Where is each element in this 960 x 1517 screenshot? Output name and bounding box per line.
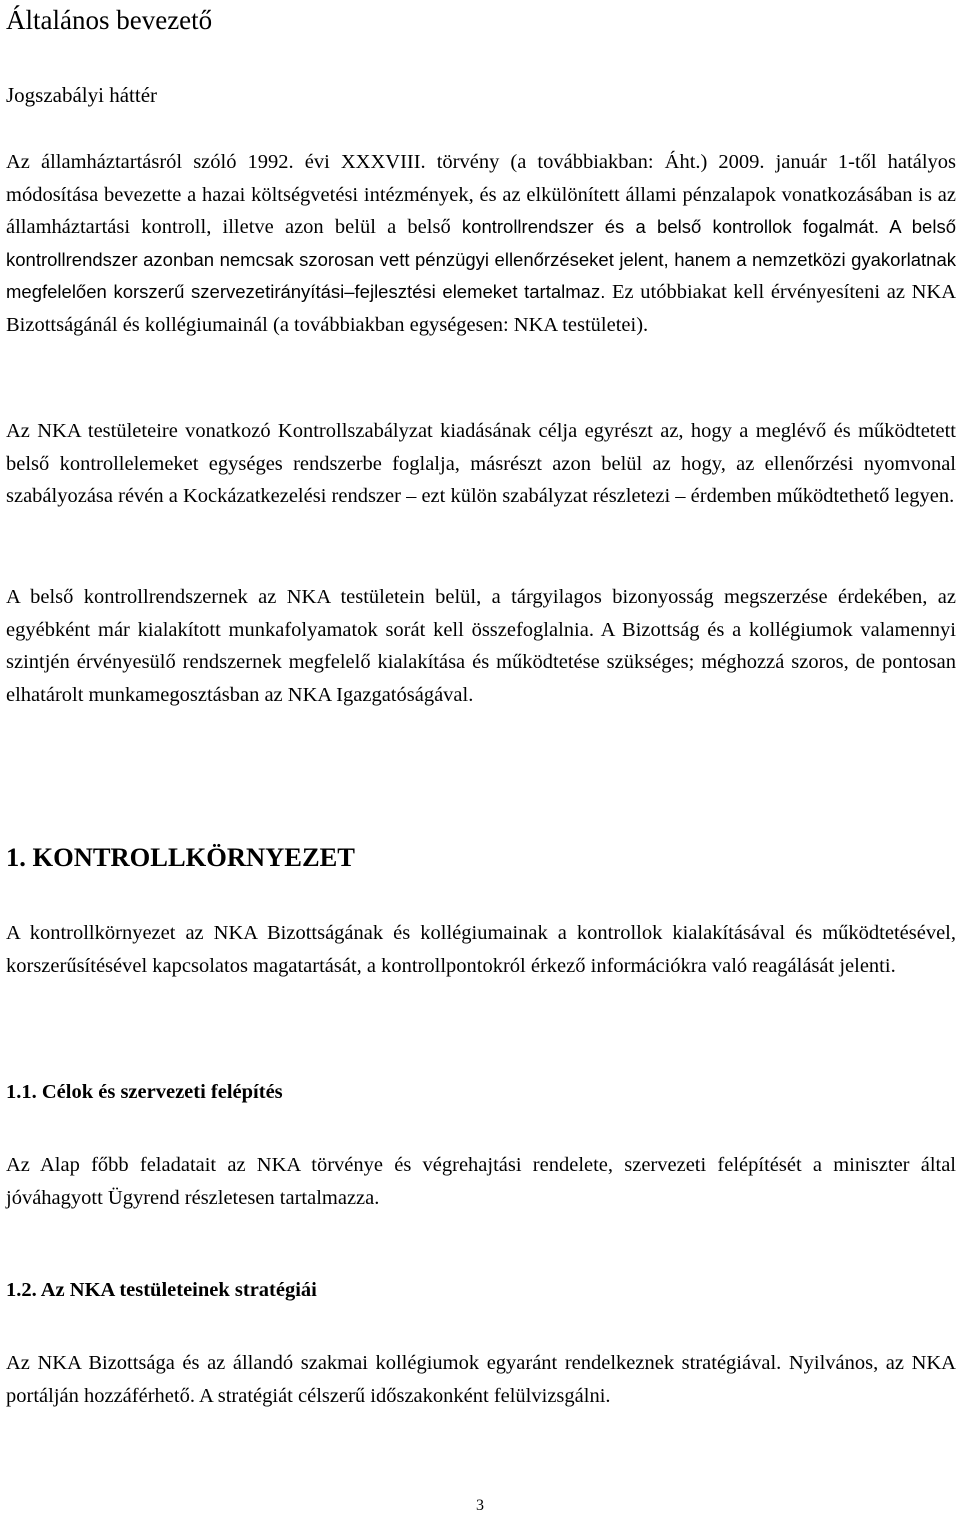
intro-paragraph-3: A belső kontrollrendszernek az NKA testületein belül, a tárgyilagos bizonyosság megszerzése érdekében, az egyébként már kialakított munkafolyamatok sorát kell összefoglalnia. A Bizottság és a kollégiumok valamennyi szintjén érvényesülő rendszernek megfelelő kialakítása és működtetése szükséges; méghozzá szoros, de pontosan elhatárolt munkamegosztásban az NKA Igazgatóságával. [6,586,956,706]
intro-paragraph-1-part-b: kontrollrendszer és a belső kontrollok fogalmát. A belső kontrollrendszer azonban nemcsak szorosan vett pénzügyi ellenőrzéseket jelent, hanem a nemzetközi gyakorlatnak megfelelően korszerű szervezetirányítási–fejlesztési elemeket tartalmaz. [6,216,956,303]
intro-paragraph-1-part-c: Ez utóbbiakat kell érvényesíteni az NKA Bizottságánál és kollégiumainál (a továbbiakban egységesen: NKA testületei). [6,281,956,336]
intro-paragraph-2: Az NKA testületeire vonatkozó Kontrollszabályzat kiadásának célja egyrészt az, hogy a meglévő és működtetett belső kontrollelemeket egységes rendszerbe foglalja, másrészt azon belül az hogy, az ellenőrzési nyomvonal szabályozása révén a Kockázatkezelési rendszer – ezt külön szabályzat részletezi – érdemben működtethető legyen. [6,420,956,508]
section-1-paragraph: A kontrollkörnyezet az NKA Bizottságának és kollégiumainak a kontrollok kialakításával és működtetésével, korszerűsítésével kapcsolatos magatartását, a kontrollpontokról érkező információkra való reagálását jelenti. [6,922,956,977]
intro-paragraph-1 [6,146,956,342]
intro-paragraph-1-part-a: Az államháztartásról szóló 1992. évi XXXVIII. törvény (a továbbiakban: Áht.) 2009. január 1-től hatályos módosítása bevezette a hazai költségvetési intézmények, és az elkülönített állami pénzalapok vonatkozásában is az államháztartási kontroll, illetve azon belül a belső [6,151,956,239]
section-subtitle: Jogszabályi háttér [6,83,158,107]
page-number: 3 [476,1497,484,1514]
section-1-2-heading: 1.2. Az NKA testületeinek stratégiái [6,1279,317,1301]
section-1-1-heading: 1.1. Célok és szervezeti felépítés [6,1081,283,1103]
section-1-2-paragraph: Az NKA Bizottsága és az állandó szakmai kollégiumok egyaránt rendelkeznek stratégiával. Nyilvános, az NKA portálján hozzáférhető. A stratégiát célszerű időszakonként felülvizsgálni. [6,1352,956,1407]
section-1-1-paragraph: Az Alap főbb feladatait az NKA törvénye és végrehajtási rendelete, szervezeti felépítését a miniszter által jóváhagyott Ügyrend részletesen tartalmazza. [6,1154,956,1209]
section-1-heading: 1. KONTROLLKÖRNYEZET [6,842,355,872]
document-title: Általános bevezető [6,5,213,35]
